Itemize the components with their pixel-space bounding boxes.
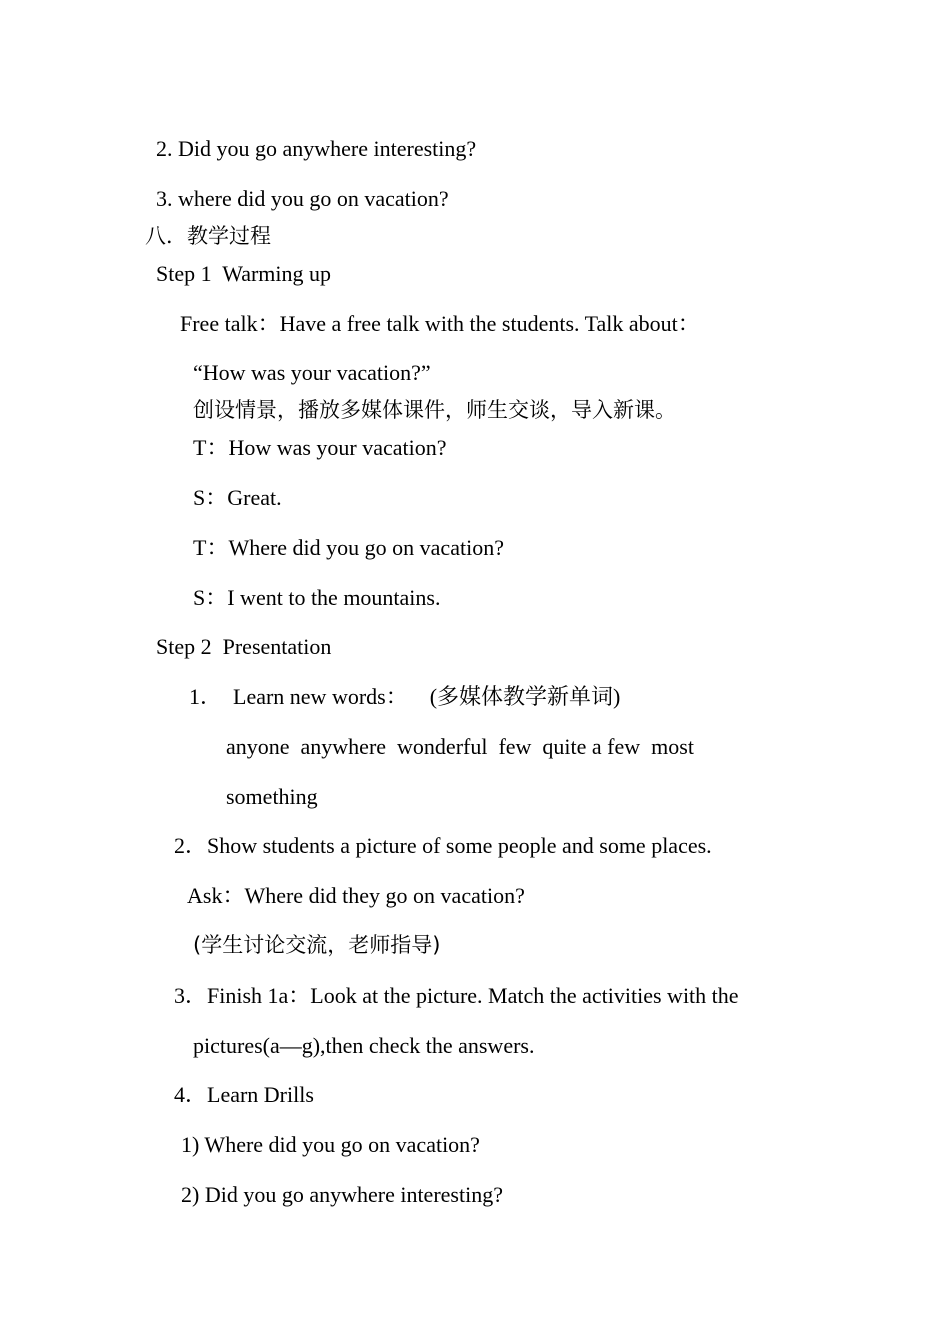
section-heading-teaching-process: 八．教学过程 [145,224,271,248]
ask-question-line: Ask：Where did they go on vacation? [187,883,525,908]
vocabulary-list: anyone anywhere wonderful few quite a few most [226,734,694,759]
dialogue-line-t1: T：How was your vacation? [193,435,447,460]
free-talk-text: Free talk：Have a free talk with the students. Talk about： [180,311,700,336]
finish-1a-continued: pictures(a—g),then check the answers. [193,1033,535,1058]
list-item-question-3: 3. where did you go on vacation? [156,186,449,211]
chinese-instruction-1: 创设情景，播放多媒体课件，师生交谈，导入新课。 [193,398,676,422]
dialogue-line-s1: S：Great. [193,485,282,510]
show-picture-item: 2．Show students a picture of some people and some places. [174,833,712,858]
dialogue-line-t2: T：Where did you go on vacation? [193,535,504,560]
vocabulary-list-continued: something [226,784,318,809]
dialogue-line-s2: S：I went to the mountains. [193,585,441,610]
step-1-heading: Step 1 Warming up [156,261,332,286]
learn-new-words-item: 1． Learn new words： (多媒体教学新单词) [189,684,621,709]
finish-1a-item: 3．Finish 1a：Look at the picture. Match the activities with the [174,983,739,1008]
chinese-instruction-2: (学生讨论交流，老师指导) [193,933,441,957]
drill-1: 1) Where did you go on vacation? [181,1132,480,1157]
list-item-question-2: 2. Did you go anywhere interesting? [156,136,477,161]
drill-2: 2) Did you go anywhere interesting? [181,1182,503,1207]
free-talk-question: “How was your vacation?” [193,360,431,385]
learn-drills-item: 4．Learn Drills [174,1082,314,1107]
step-2-heading: Step 2 Presentation [156,634,332,659]
